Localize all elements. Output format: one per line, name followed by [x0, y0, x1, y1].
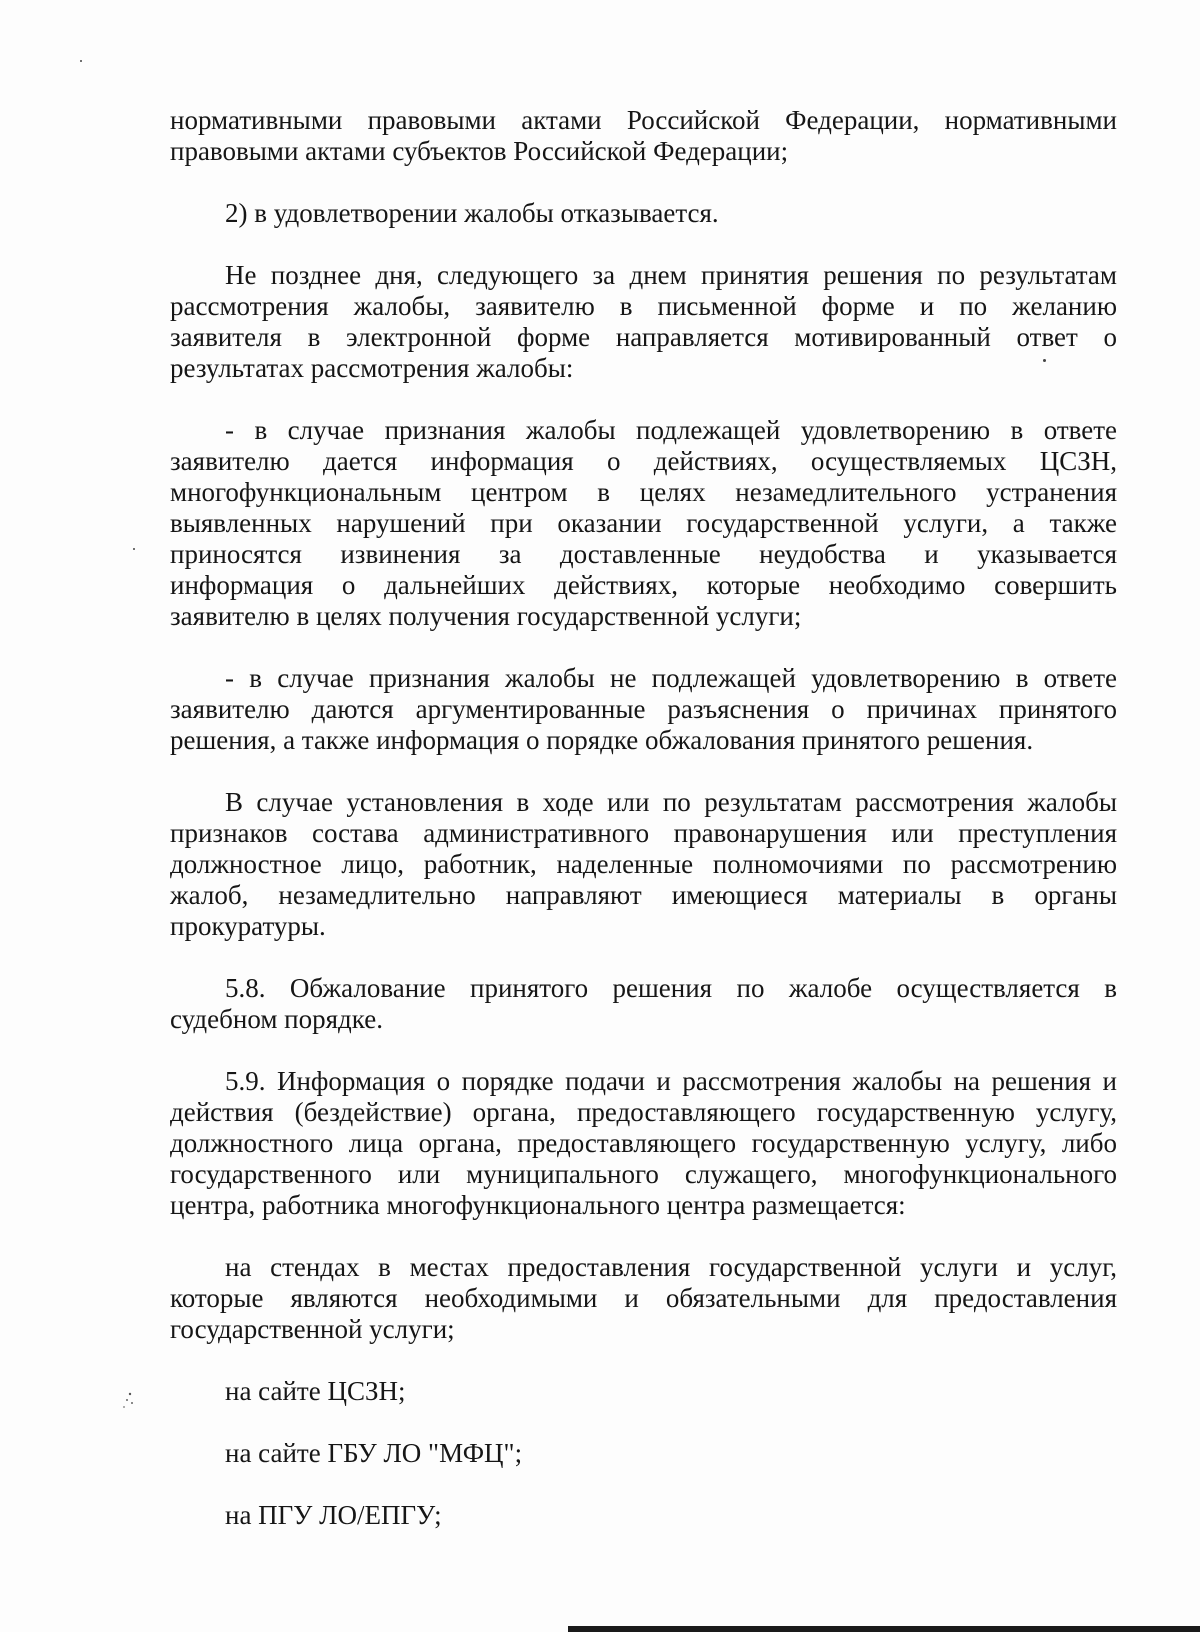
text-line: на ПГУ ЛО/ЕПГУ; [225, 1500, 442, 1530]
text-line: - в случае признания жалобы подлежащей удовлетворению в ответе [225, 415, 1117, 445]
text-line: которые являются необходимыми и обязательными для предоставления [170, 1283, 1117, 1313]
text-line: судебном порядке. [170, 1004, 383, 1034]
text-line: В случае установления в ходе или по результатам рассмотрения жалобы [225, 787, 1117, 817]
paragraph-response-deadline [170, 260, 1117, 384]
text-line: действия (бездействие) органа, предоставляющего государственную услугу, [170, 1097, 1117, 1127]
paragraph-site-mfc [170, 1438, 1117, 1469]
text-line: государственной услуги; [170, 1314, 455, 1344]
text-line: на стендах в местах предоставления государственной услуги и услуг, [225, 1252, 1117, 1282]
text-line: многофункциональным центром в целях незамедлительного устранения [170, 477, 1117, 507]
text-line: на сайте ЦСЗН; [225, 1376, 406, 1406]
document-body [170, 105, 1117, 1531]
paragraph-section-5-9 [170, 1066, 1117, 1221]
text-line: на сайте ГБУ ЛО "МФЦ"; [225, 1438, 523, 1468]
text-line: центра, работника многофункционального центра размещается: [170, 1190, 906, 1220]
paragraph-stands [170, 1252, 1117, 1345]
scan-speck [133, 548, 135, 550]
paragraph-complaint-satisfied [170, 415, 1117, 632]
text-line: должностное лицо, работник, наделенные полномочиями по рассмотрению [170, 849, 1117, 879]
paragraph-pgu-epgu [170, 1500, 1117, 1531]
text-line: результатах рассмотрения жалобы: [170, 353, 574, 383]
text-line: должностного лица органа, предоставляющего государственную услугу, либо [170, 1128, 1117, 1158]
text-line: жалоб, незамедлительно направляют имеющиеся материалы в органы [170, 880, 1117, 910]
paragraph-continuation [170, 105, 1117, 167]
paragraph-complaint-not-satisfied [170, 663, 1117, 756]
text-line: приносятся извинения за доставленные неудобства и указывается [170, 539, 1117, 569]
scan-speck [80, 60, 82, 62]
scan-artifact-icon [118, 1390, 138, 1414]
text-line: 5.9. Информация о порядке подачи и рассмотрения жалобы на решения и [225, 1066, 1117, 1096]
paragraph-prosecution [170, 787, 1117, 942]
paragraph-section-5-8 [170, 973, 1117, 1035]
text-line: заявителю дается информация о действиях, осуществляемых ЦСЗН, [170, 446, 1117, 476]
scan-edge [568, 1626, 1200, 1632]
text-line: решения, а также информация о порядке обжалования принятого решения. [170, 725, 1034, 755]
text-line: - в случае признания жалобы не подлежащей удовлетворению в ответе [225, 663, 1117, 693]
text-line: нормативными правовыми актами Российской Федерации, нормативными [170, 105, 1117, 135]
paragraph-refusal [170, 198, 1117, 229]
paragraph-site-cszn [170, 1376, 1117, 1407]
text-line: правовыми актами субъектов Российской Федерации; [170, 136, 789, 166]
text-line: государственного или муниципального служащего, многофункционального [170, 1159, 1117, 1189]
text-line: заявителя в электронной форме направляется мотивированный ответ о [170, 322, 1117, 352]
text-line: признаков состава административного правонарушения или преступления [170, 818, 1117, 848]
text-line: прокуратуры. [170, 911, 326, 941]
text-line: Не позднее дня, следующего за днем принятия решения по результатам [225, 260, 1117, 290]
text-line: 5.8. Обжалование принятого решения по жалобе осуществляется в [225, 973, 1117, 1003]
text-line: заявителю в целях получения государственной услуги; [170, 601, 802, 631]
text-line: заявителю даются аргументированные разъяснения о причинах принятого [170, 694, 1117, 724]
scan-artifact [118, 1390, 138, 1414]
text-line: рассмотрения жалобы, заявителю в письменной форме и по желанию [170, 291, 1117, 321]
text-line: выявленных нарушений при оказании государственной услуги, а также [170, 508, 1117, 538]
text-line: 2) в удовлетворении жалобы отказывается. [225, 198, 719, 228]
scan-speck [1043, 359, 1046, 362]
text-line: информация о дальнейших действиях, которые необходимо совершить [170, 570, 1117, 600]
